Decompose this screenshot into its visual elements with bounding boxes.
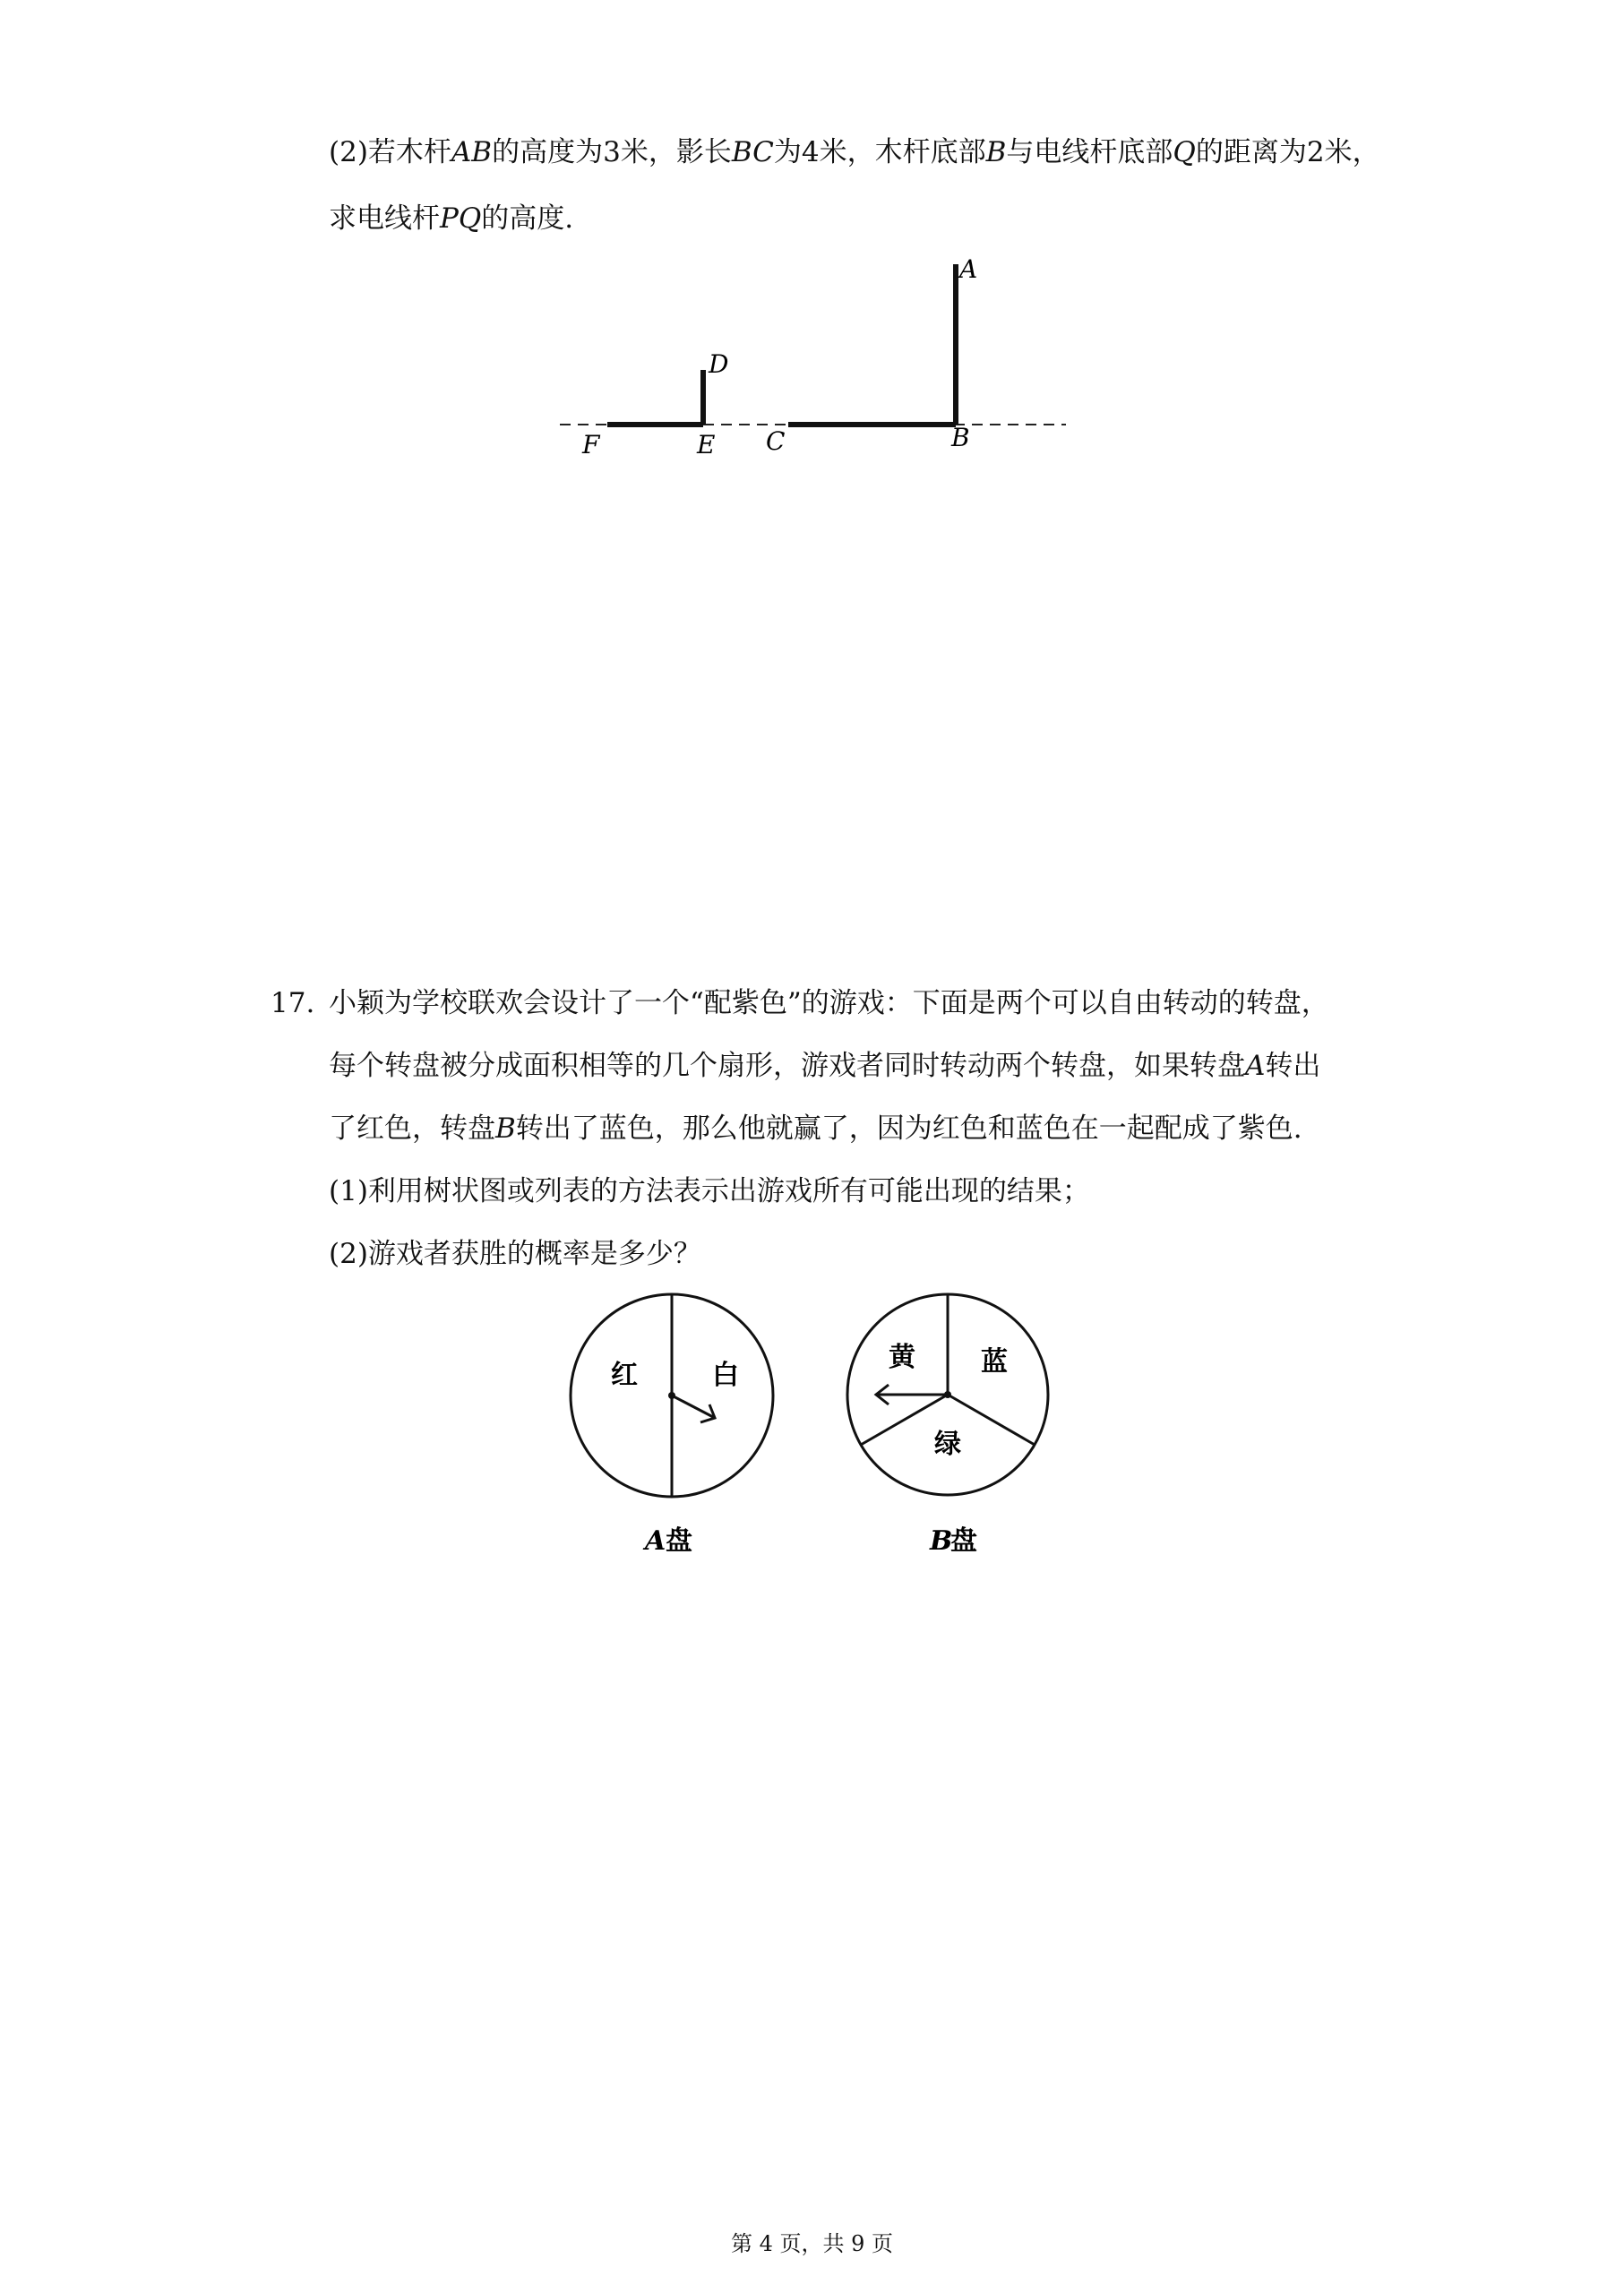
math-b: B: [985, 136, 1007, 168]
math-bc: BC: [731, 136, 774, 168]
q17-line2: [329, 1048, 1320, 1084]
shadow-figure: [537, 251, 1093, 475]
q17-sub1: (1)利用树状图或列表的方法表示出游戏所有可能出现的结果；: [329, 1175, 1090, 1207]
q16-text: 为4米，木杆底部: [773, 136, 986, 168]
q17-line1: 小颖为学校联欢会设计了一个“配紫色”的游戏：下面是两个可以自由转动的转盘，: [329, 987, 1329, 1019]
label-b: B: [951, 423, 970, 452]
math-b: B: [495, 1112, 516, 1145]
label-d: D: [709, 349, 729, 379]
spinner-b-caption-var: B: [930, 1525, 953, 1557]
math-a: A: [1245, 1050, 1266, 1082]
math-ab: AB: [451, 136, 493, 168]
math-q: Q: [1173, 136, 1196, 168]
spinner-b-yellow-label: 黄: [889, 1342, 915, 1373]
q16-text: 的高度为3米，影长: [492, 136, 732, 168]
label-a: A: [959, 254, 978, 284]
spinner-b-svg: [842, 1290, 1057, 1576]
q17-line3: [329, 1111, 1302, 1146]
q17-text: 转出了蓝色，那么他就赢了，因为红色和蓝色在一起配成了紫色.: [515, 1112, 1302, 1145]
page-footer: 第 4 页，共 9 页: [730, 2231, 894, 2256]
spinner-b-figure: [842, 1290, 1057, 1576]
spinner-a-caption: 盘: [666, 1525, 692, 1557]
spinner-b-caption: 盘: [950, 1525, 977, 1557]
label-e: E: [697, 430, 716, 459]
spinner-a-caption-var: A: [645, 1525, 666, 1557]
spinner-a-red-label: 红: [611, 1360, 638, 1391]
q16-text: 与电线杆底部: [1006, 136, 1173, 168]
spinner-b-green-label: 绿: [934, 1429, 961, 1460]
q16-text: 的高度.: [481, 202, 574, 235]
q17-text: 转出: [1265, 1050, 1321, 1082]
q16-part2-line2: [329, 201, 573, 236]
q17-text: 每个转盘被分成面积相等的几个扇形，游戏者同时转动两个转盘，如果转盘: [329, 1050, 1245, 1082]
label-f: F: [582, 430, 600, 459]
q17-number: 17.: [271, 987, 315, 1019]
q16-text: (2)若木杆: [329, 136, 451, 168]
q17-text: 了红色，转盘: [329, 1112, 495, 1145]
spinner-a-pointer: [672, 1396, 715, 1418]
spinner-a-white-label: 白: [712, 1360, 739, 1391]
spinner-b-blue-label: 蓝: [981, 1346, 1008, 1378]
label-c: C: [766, 426, 786, 456]
q16-text: 的距离为2米，: [1195, 136, 1380, 168]
spinner-a-svg: [564, 1290, 779, 1576]
q16-text: 求电线杆: [329, 202, 440, 235]
q17-sub2: (2)游戏者获胜的概率是多少？: [329, 1238, 701, 1270]
spinner-a-figure: [564, 1290, 779, 1576]
q16-part2-line1: [329, 134, 1380, 170]
math-pq: PQ: [440, 202, 482, 235]
shadow-figure-svg: [537, 251, 1093, 475]
